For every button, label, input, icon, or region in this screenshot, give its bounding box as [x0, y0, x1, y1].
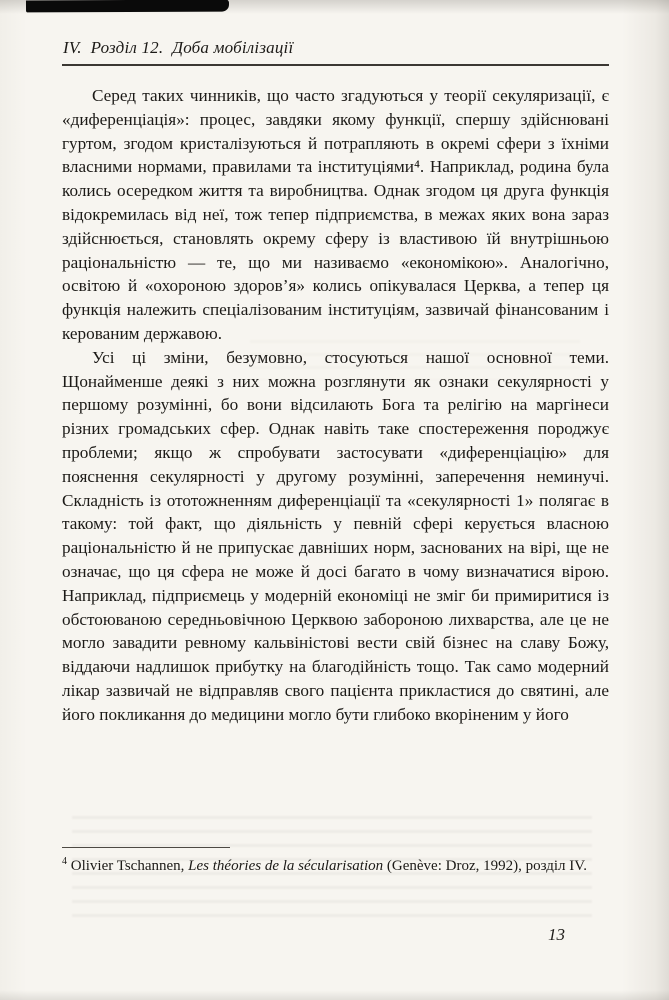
footnote-rule	[62, 847, 230, 848]
page-edge-shadow-bottom	[0, 990, 669, 1000]
header-rule	[62, 64, 609, 66]
paragraph-1: Серед таких чинників, що часто згадуються у теорії секуляризації, є «диференціація»: процес, завдяки якому функції, спершу здійснювані гуртом, згодом кристалізуються й потрапляють в окремі сфери з їхніми власними нормами, правилами та інституціями⁴. Наприклад, родина була колись осередком життя та виробництва. Однак згодом ця друга функція відокремилась від неї, тож тепер підприємства, в межах яких вона зараз здійснюється, становлять окрему сферу із властивою їй внутрішньою раціональністю — те, що ми називаємо «економікою». Аналогічно, освітою й «охороною здоров’я» колись опікувалася Церква, а тепер ця функція належить спеціалізованим інституціям, зазвичай фінансованим і керованим державою.	[62, 86, 609, 343]
scan-artifact	[26, 0, 229, 12]
footnote-book-title: Les théories de la sécularisation	[188, 858, 384, 874]
page-number: 13	[548, 925, 565, 944]
running-head: IV. Розділ 12. Доба мобілізації	[63, 38, 294, 57]
body-text	[62, 84, 609, 727]
footnote-marker: 4	[62, 856, 67, 867]
footnote	[62, 855, 609, 878]
paragraph-2: Усі ці зміни, безумовно, стосуються нашої основної теми. Щонайменше деякі з них можна розглянути як ознаки секулярності у першому розумінні, бо вони відсилають Бога та релігію на маргінеси різних громадських сфер. Однак навіть таке спостереження породжує проблеми; якщо ж спробувати застосувати «диференціацію» для пояснення секулярності у другому розумінні, заперечення неминучі. Складність із ототожненням диференціації та «секулярності 1» полягає в такому: той факт, що діяльність у певній сфері керується власною раціональністю й не припускає давніших норм, заснованих на вірі, ще не означає, що ця сфера не може й досі багато в чому визначатися вірою. Наприклад, підприємець у модерній економіці не зміг би примиритися із обстоюваною середньовічною Церквою забороною лихварства, але це не могло завадити ревному кальвіністові вести свій бізнес на славу Божу, віддаючи надлишок прибутку на благодійність тощо. Так само модерний лікар зазвичай не відправляв свого пацієнта прикластися до святині, але його покликання до медицини могло бути глибоко вкоріненим у його	[62, 347, 609, 724]
footnote-text-pre: Olivier Tschannen,	[67, 858, 189, 874]
footnote-text-post: (Genève: Droz, 1992), розділ IV.	[383, 858, 587, 874]
